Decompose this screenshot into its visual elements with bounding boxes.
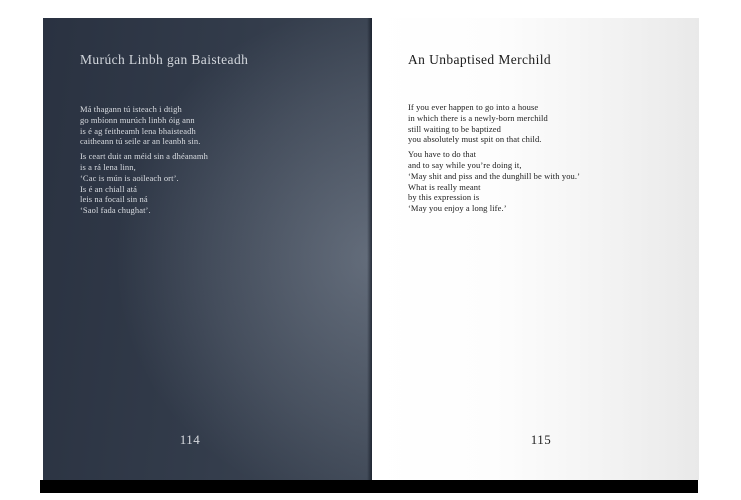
right-poem-stanza-2 [408, 149, 580, 214]
left-poem-stanza-2 [80, 151, 208, 216]
right-poem-stanza-1 [408, 102, 580, 145]
poem-line: by this expression is [408, 192, 480, 203]
poem-line: and to say while you’re doing it, [408, 159, 522, 170]
left-page-number: 114 [179, 432, 201, 447]
poem-line: is é ag feitheamh lena bhaisteadh [80, 125, 196, 136]
left-page [43, 18, 372, 480]
poem-line: You have to do that [408, 149, 477, 160]
poem-line: go mbíonn murúch linbh óig ann [80, 114, 195, 125]
poem-line: Is ceart duit an méid sin a dhéanamh [80, 151, 208, 162]
book-base-shadow [40, 480, 698, 493]
poem-line: caitheann tú seile ar an leanbh sin. [80, 136, 201, 147]
poem-line: ‘May you enjoy a long life.’ [408, 203, 507, 214]
poem-line: Má thagann tú isteach i dtigh [80, 104, 182, 114]
poem-line: you absolutely must spit on that child. [408, 134, 542, 145]
poem-line: is a rá lena linn, [80, 161, 136, 172]
left-poem [80, 104, 208, 216]
poem-line: What is really meant [408, 181, 481, 192]
poem-line: still waiting to be baptized [408, 123, 501, 134]
poem-line: in which there is a newly-born merchild [408, 112, 548, 123]
right-page-title: An Unbaptised Merchild [408, 52, 552, 67]
poem-line: Is é an chiall atá [80, 183, 138, 194]
poem-line: If you ever happen to go into a house [408, 102, 539, 112]
poem-line: ‘Cac is mún is aoileach ort’. [80, 172, 179, 183]
left-poem-stanza-1 [80, 104, 208, 147]
poem-line: ‘Saol fada chughat’. [80, 205, 151, 216]
poem-line: ‘May shit and piss and the dunghill be with you.’ [408, 170, 581, 181]
right-page [372, 18, 699, 480]
left-page-title: Murúch Linbh gan Baisteadh [80, 52, 249, 67]
poem-line: leis na focail sin ná [80, 194, 148, 205]
right-page-number: 115 [530, 432, 552, 447]
right-poem [408, 102, 580, 214]
